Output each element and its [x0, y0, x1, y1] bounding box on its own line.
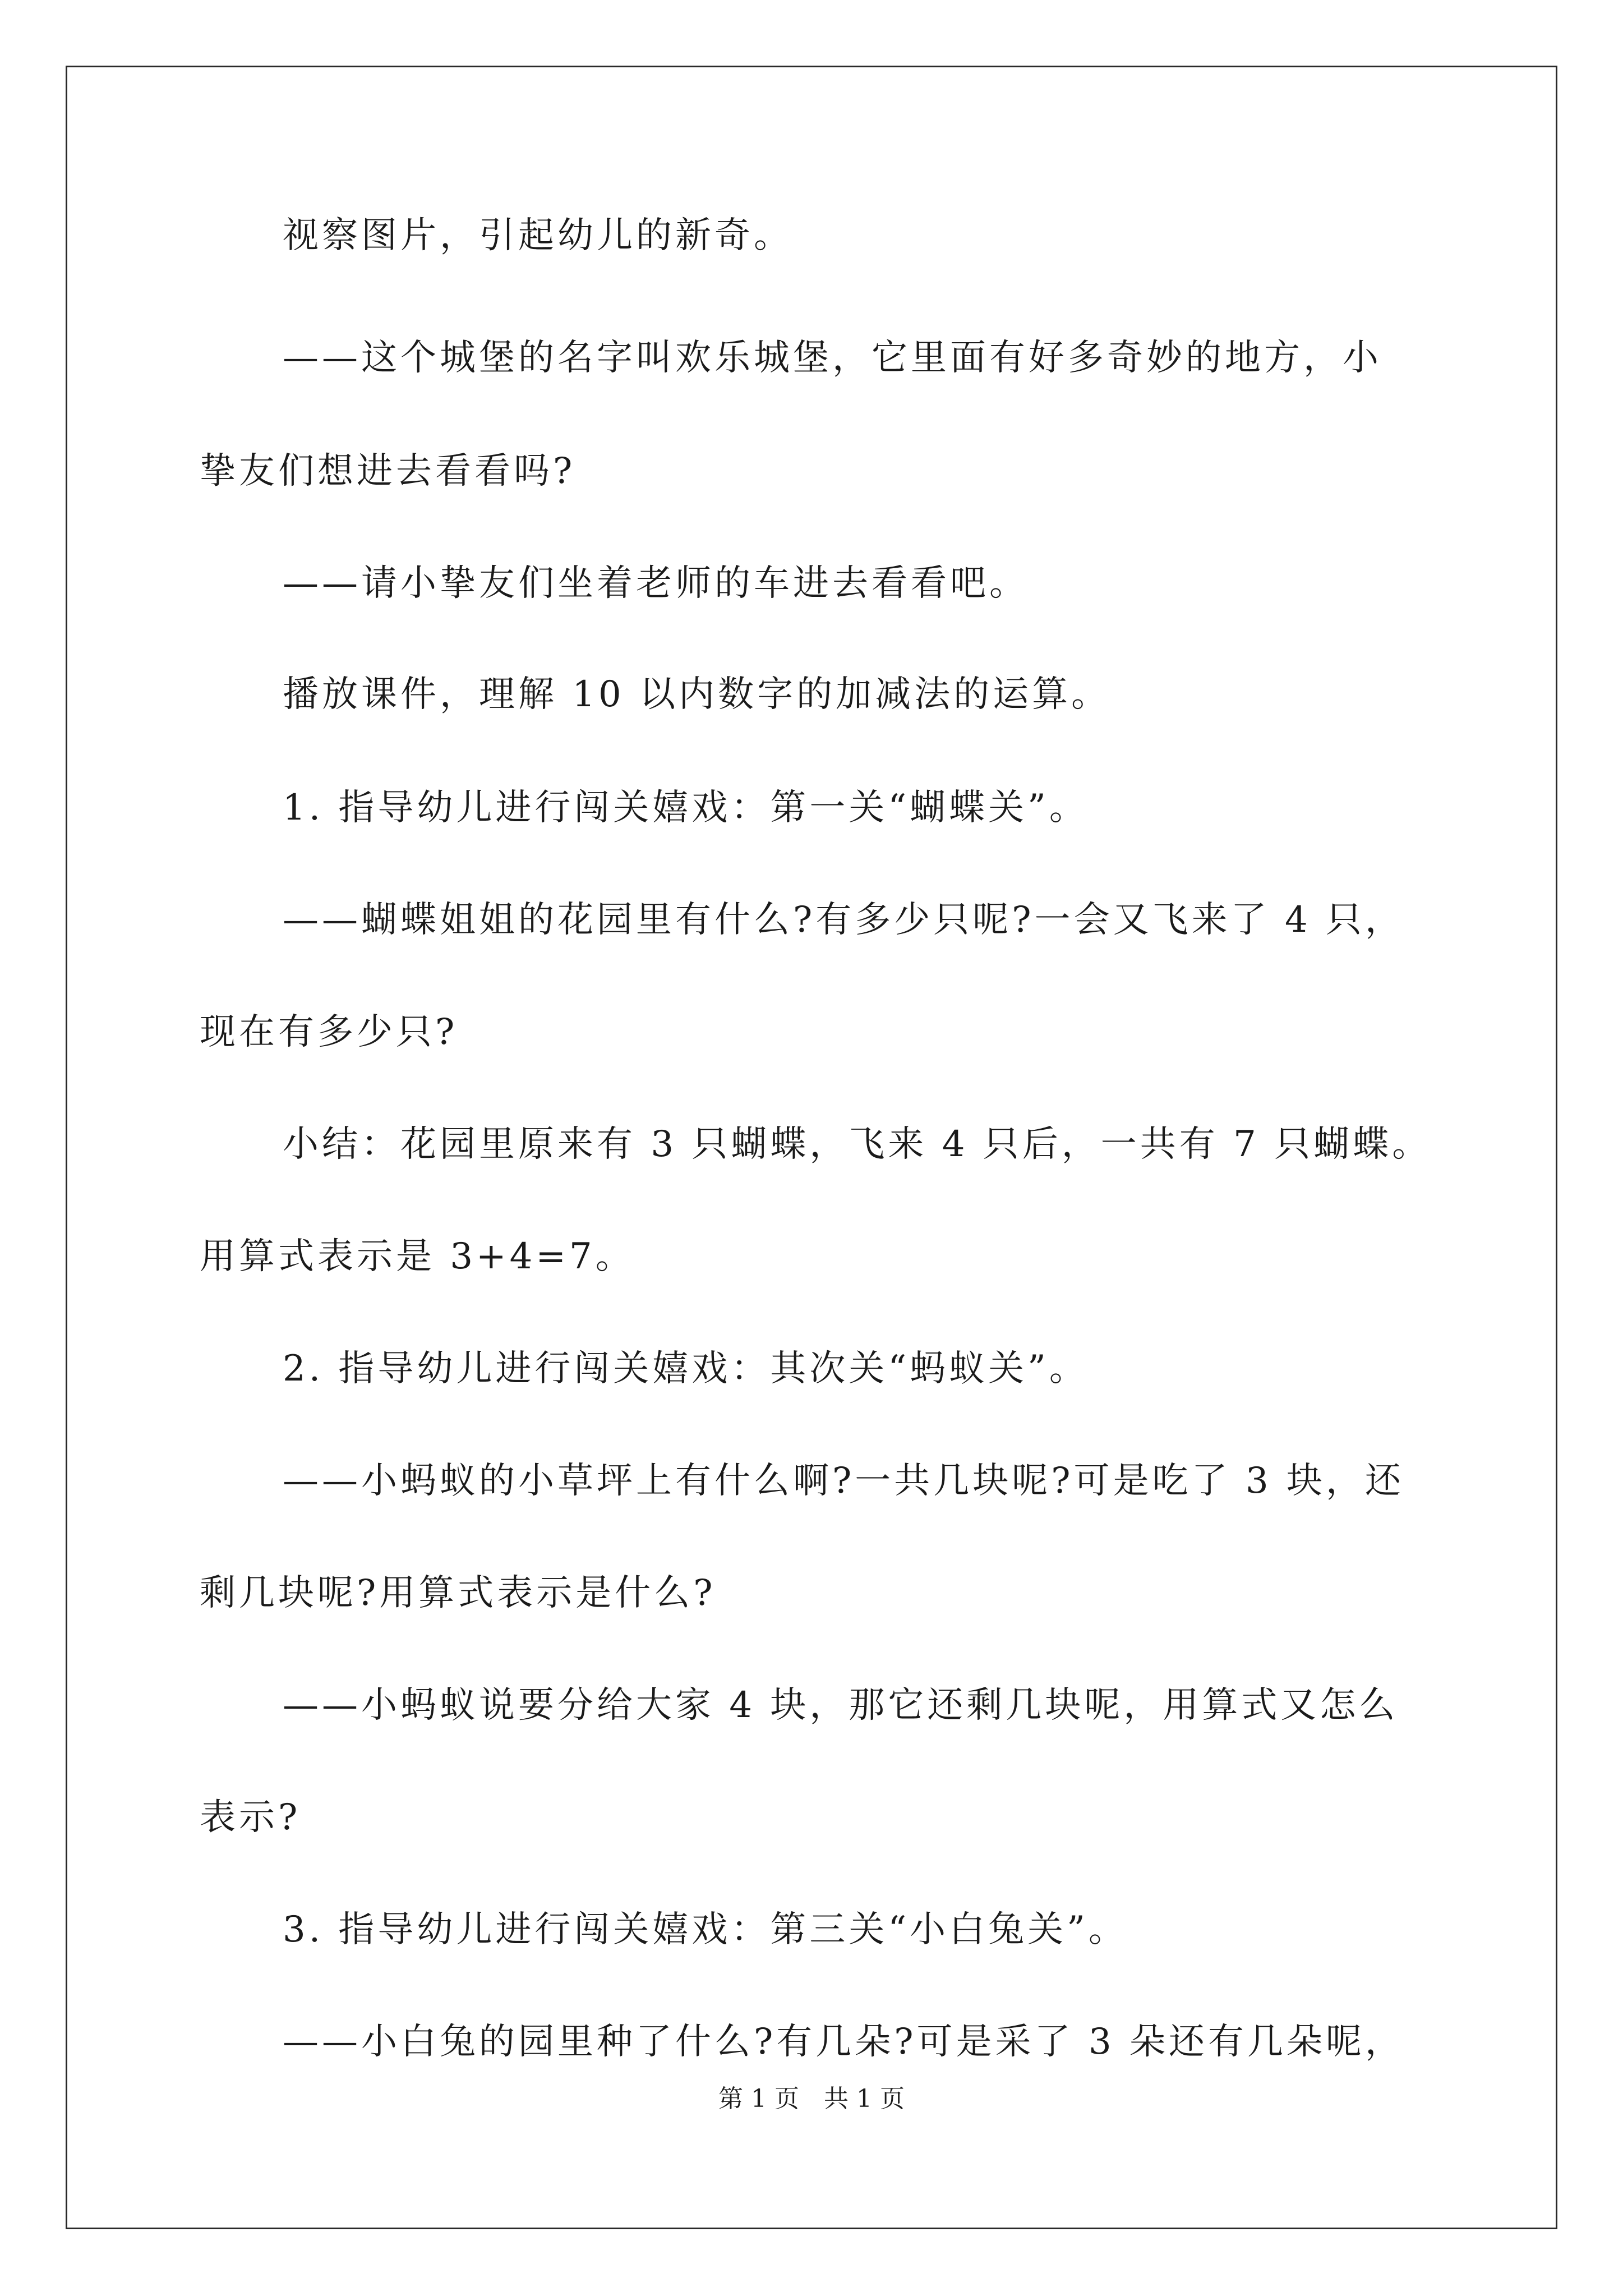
text-line: ——小白兔的园里种了什么?有几朵?可是采了 3 朵还有几朵呢， — [283, 2021, 1405, 2063]
text-line: 2. 指导幼儿进行闯关嬉戏：其次关“蚂蚁关”。 — [283, 1348, 1089, 1389]
text-line: 播放课件，理解 10 以内数字的加减法的运算。 — [283, 674, 1111, 715]
text-line: 剩几块呢?用算式表示是什么? — [200, 1572, 716, 1614]
text-line: 3. 指导幼儿进行闯关嬉戏：第三关“小白兔关”。 — [283, 1909, 1128, 1950]
text-line: 挚友们想进去看看吗? — [200, 450, 576, 492]
text-line: ——蝴蝶姐姐的花园里有什么?有多少只呢?一会又飞来了 4 只， — [283, 899, 1405, 941]
text-line: 现在有多少只? — [200, 1011, 458, 1053]
text-line: ——小蚂蚁的小草坪上有什么啊?一共几块呢?可是吃了 3 块，还 — [283, 1460, 1405, 1502]
page-footer: 第 1 页 共 1 页 — [718, 2085, 905, 2113]
text-line: 表示? — [200, 1797, 301, 1838]
text-line: 1. 指导幼儿进行闯关嬉戏：第一关“蝴蝶关”。 — [283, 787, 1089, 829]
text-line: ——这个城堡的名字叫欢乐城堡，它里面有好多奇妙的地方，小 — [283, 337, 1382, 379]
text-line: ——小蚂蚁说要分给大家 4 块，那它还剩几块呢，用算式又怎么 — [283, 1685, 1399, 1726]
text-line: 小结：花园里原来有 3 只蝴蝶，飞来 4 只后，一共有 7 只蝴蝶。 — [283, 1124, 1432, 1165]
text-line: ——请小挚友们坐着老师的车进去看看吧。 — [283, 563, 1029, 604]
text-line: 视察图片，引起幼儿的新奇。 — [283, 215, 793, 256]
text-line: 用算式表示是 3+4=7。 — [200, 1236, 635, 1277]
